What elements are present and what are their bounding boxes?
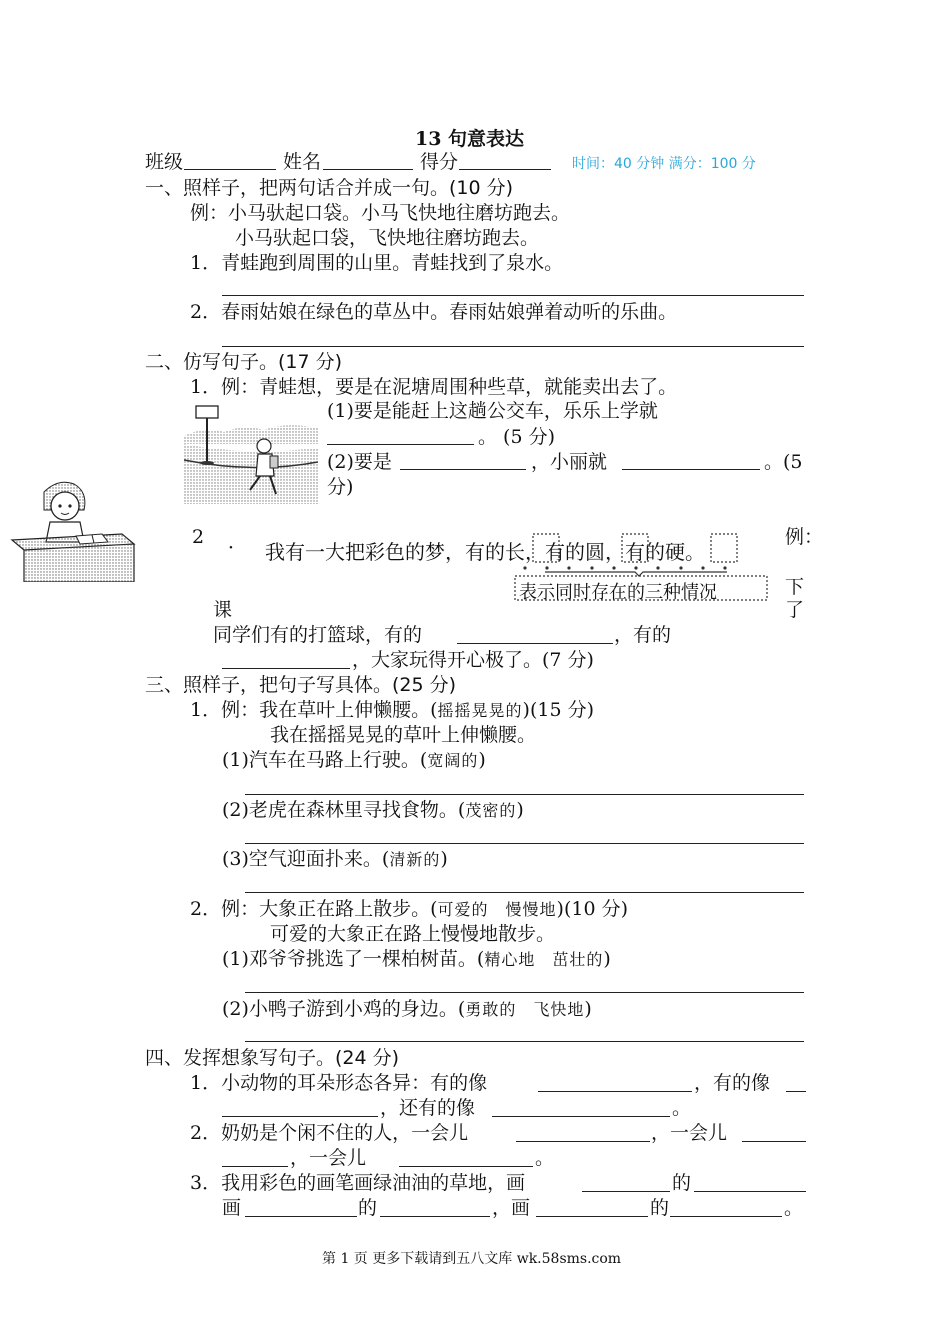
s2-q1-part2-score-cont: 分) [327, 476, 354, 498]
s3-q2-sub2-close: ) [584, 998, 592, 1020]
bus-stop-illustration [184, 404, 318, 504]
s4-q1-mid: ，有的像 [694, 1072, 771, 1094]
s3-q1-sub3-close: ) [440, 848, 448, 870]
s3-q2-sub2-text: (2)小鸭子游到小鸡的身边。( [222, 998, 466, 1020]
s2-q2-li: 例： [785, 526, 824, 548]
s1-question-2: 2．春雨姑娘在绿色的草丛中。春雨姑娘弹着动听的乐曲。 [190, 301, 678, 323]
s3-q1-sub2-answer-line[interactable] [245, 843, 804, 844]
s3-q1-ex-score: )(15 分) [522, 699, 594, 721]
s2-q2-blank-2[interactable] [222, 668, 350, 669]
s3-q2-sub1 [222, 947, 611, 972]
s3-q2-sub2-hint: 勇敢的 飞快地 [465, 1000, 585, 1019]
s3-q1-sub3-answer-line[interactable] [245, 892, 804, 893]
s4-q2-mid2: ，一会儿 [290, 1147, 367, 1169]
s2-q1-part2-mid: ，小丽就 [531, 451, 608, 473]
score-label: 得分 [420, 151, 459, 173]
s3-q1-sub1 [222, 748, 486, 773]
s4-q2-blank-3[interactable] [399, 1166, 533, 1167]
s4-q3-blank-5[interactable] [536, 1216, 648, 1217]
s4-q2-blank-2a[interactable] [742, 1141, 806, 1142]
s2-question-2-number: 2 [192, 526, 205, 548]
s4-q1-blank-1[interactable] [538, 1091, 692, 1092]
s3-q1-sub2-text: (2)老虎在森林里寻找食物。( [222, 799, 466, 821]
s3-q1-ex-hint: 摇摇晃晃的 [437, 701, 523, 720]
s2-q2-ke: 课 [213, 599, 233, 621]
name-field[interactable] [323, 169, 413, 170]
s1-example-line1: 例：小马驮起口袋。小马飞快地往磨坊跑去。 [190, 202, 571, 224]
s2-q1-part1-end: 。 (5 分) [478, 426, 555, 448]
class-label: 班级 [145, 151, 184, 173]
name-label: 姓名 [283, 151, 322, 173]
s3-q1-sub1-close: ) [478, 749, 486, 771]
s3-q2-sub1-hint: 精心地 茁壮的 [484, 950, 604, 969]
s3-q2-sub2 [222, 997, 592, 1022]
s3-q2-ex-text: 2．例：大象正在路上散步。( [190, 898, 438, 920]
s4-q2-blank-2b[interactable] [222, 1166, 288, 1167]
s4-q2-blank-1[interactable] [516, 1141, 650, 1142]
s2-q1-part2-blank-2[interactable] [622, 469, 760, 470]
s2-q2-example-sentence: 我有一大把彩色的梦，有的长，有的圆，有的硬。 [265, 540, 705, 564]
s3-q1-example-answer: 我在摇摇晃晃的草叶上伸懒腰。 [270, 724, 537, 746]
s3-q1-sub1-answer-line[interactable] [245, 794, 804, 795]
s4-q3-de-2: 的 [358, 1197, 378, 1219]
s3-q2-ex-hint: 可爱的 慢慢地 [437, 900, 557, 919]
s3-q1-sub3-text: (3)空气迎面扑来。( [222, 848, 390, 870]
page-title: 13 句意表达 [415, 128, 525, 150]
section-3-heading: 三、照样子，把句子写具体。(25 分) [145, 674, 457, 696]
s4-q1-mid2: ，还有的像 [380, 1097, 476, 1119]
section-2-heading: 二、仿写句子。(17 分) [145, 351, 343, 373]
s1-question-1: 1．青蛙跑到周围的山里。青蛙找到了泉水。 [190, 252, 564, 274]
time-info: 时间：40 分钟 满分：100 分 [572, 156, 756, 172]
s2-q2-line1-mid: ，有的 [614, 624, 672, 646]
s3-q1-sub3-hint: 清新的 [389, 850, 441, 869]
s2-q2-le: 了 [785, 599, 805, 621]
s3-q2-sub2-answer-line[interactable] [245, 1041, 804, 1042]
s3-q2-example [190, 897, 628, 922]
s3-q2-sub1-close: ) [603, 948, 611, 970]
s4-q1-start: 1．小动物的耳朵形态各异：有的像 [190, 1072, 488, 1094]
s3-q1-sub2 [222, 798, 524, 823]
s4-q3-hua: 画 [222, 1197, 242, 1219]
s4-q2-start: 2．奶奶是个闲不住的人，一会儿 [190, 1122, 469, 1144]
s3-q1-sub1-text: (1)汽车在马路上行驶。( [222, 749, 428, 771]
s3-q2-sub1-text: (1)邓爷爷挑选了一棵柏树苗。( [222, 948, 485, 970]
s3-q1-ex-text: 1．例：我在草叶上伸懒腰。( [190, 699, 438, 721]
s1-answer-line-2[interactable] [222, 346, 804, 347]
s2-q1-part2-score: 。(5 [764, 451, 803, 473]
s3-q1-sub1-hint: 宽阔的 [427, 751, 479, 770]
s4-q3-blank-1[interactable] [582, 1191, 670, 1192]
score-field[interactable] [459, 169, 551, 170]
s2-q1-part1-blank[interactable] [327, 444, 474, 445]
s4-q3-blank-6[interactable] [670, 1216, 782, 1217]
s2-q2-xia: 下 [785, 576, 805, 598]
s3-q2-ex-score: )(10 分) [556, 898, 628, 920]
s3-q2-sub1-answer-line[interactable] [245, 992, 804, 993]
s4-q3-end: 。 [784, 1197, 804, 1219]
s3-q2-example-answer: 可爱的大象正在路上慢慢地散步。 [270, 923, 556, 945]
s2-q2-annotation-box: 表示同时存在的三种情况 [519, 582, 717, 603]
s2-question-2-dot: ． [228, 531, 248, 553]
s4-q1-blank-2b[interactable] [222, 1116, 378, 1117]
class-field[interactable] [184, 169, 276, 170]
s3-q1-sub2-close: ) [516, 799, 524, 821]
s2-q2-line2-end: ，大家玩得开心极了。(7 分) [352, 649, 594, 671]
s4-q3-blank-4[interactable] [380, 1216, 490, 1217]
s2-q1-part2-start: (2)要是 [327, 451, 392, 473]
s4-q3-start: 3．我用彩色的画笔画绿油油的草地，画 [190, 1172, 526, 1194]
s3-q1-sub3 [222, 847, 448, 872]
s2-q1-part1-text: (1)要是能赶上这趟公交车，乐乐上学就 [327, 400, 658, 422]
s4-q3-de-3: 的 [650, 1197, 670, 1219]
s2-q2-line1-start: 同学们有的打篮球，有的 [213, 624, 423, 646]
s4-q3-hua-2: ，画 [492, 1197, 531, 1219]
s4-q3-blank-2[interactable] [694, 1191, 806, 1192]
page-footer: 第 1 页 更多下载请到五八文库 wk.58sms.com [322, 1251, 622, 1267]
s2-question-1: 1．例：青蛙想，要是在泥塘周围种些草，就能卖出去了。 [190, 376, 678, 398]
girl-reading-illustration [10, 478, 138, 582]
s4-q1-blank-2a[interactable] [786, 1091, 806, 1092]
s3-q1-example [190, 698, 594, 723]
s2-q1-part2-blank-1[interactable] [400, 469, 526, 470]
s1-answer-line-1[interactable] [222, 295, 804, 296]
section-1-heading: 一、照样子，把两句话合并成一句。(10 分) [145, 177, 514, 199]
s4-q3-de-1: 的 [672, 1172, 692, 1194]
s4-q3-blank-3[interactable] [245, 1216, 357, 1217]
s2-q2-blank-1[interactable] [457, 643, 613, 644]
s3-q1-sub2-hint: 茂密的 [465, 801, 517, 820]
s4-q2-mid: ，一会儿 [651, 1122, 728, 1144]
s4-q1-blank-3[interactable] [492, 1116, 670, 1117]
s4-q1-end: 。 [672, 1097, 692, 1119]
s4-q2-end: 。 [535, 1147, 555, 1169]
s1-example-line2: 小马驮起口袋，飞快地往磨坊跑去。 [235, 227, 540, 249]
section-4-heading: 四、发挥想象写句子。(24 分) [145, 1047, 400, 1069]
